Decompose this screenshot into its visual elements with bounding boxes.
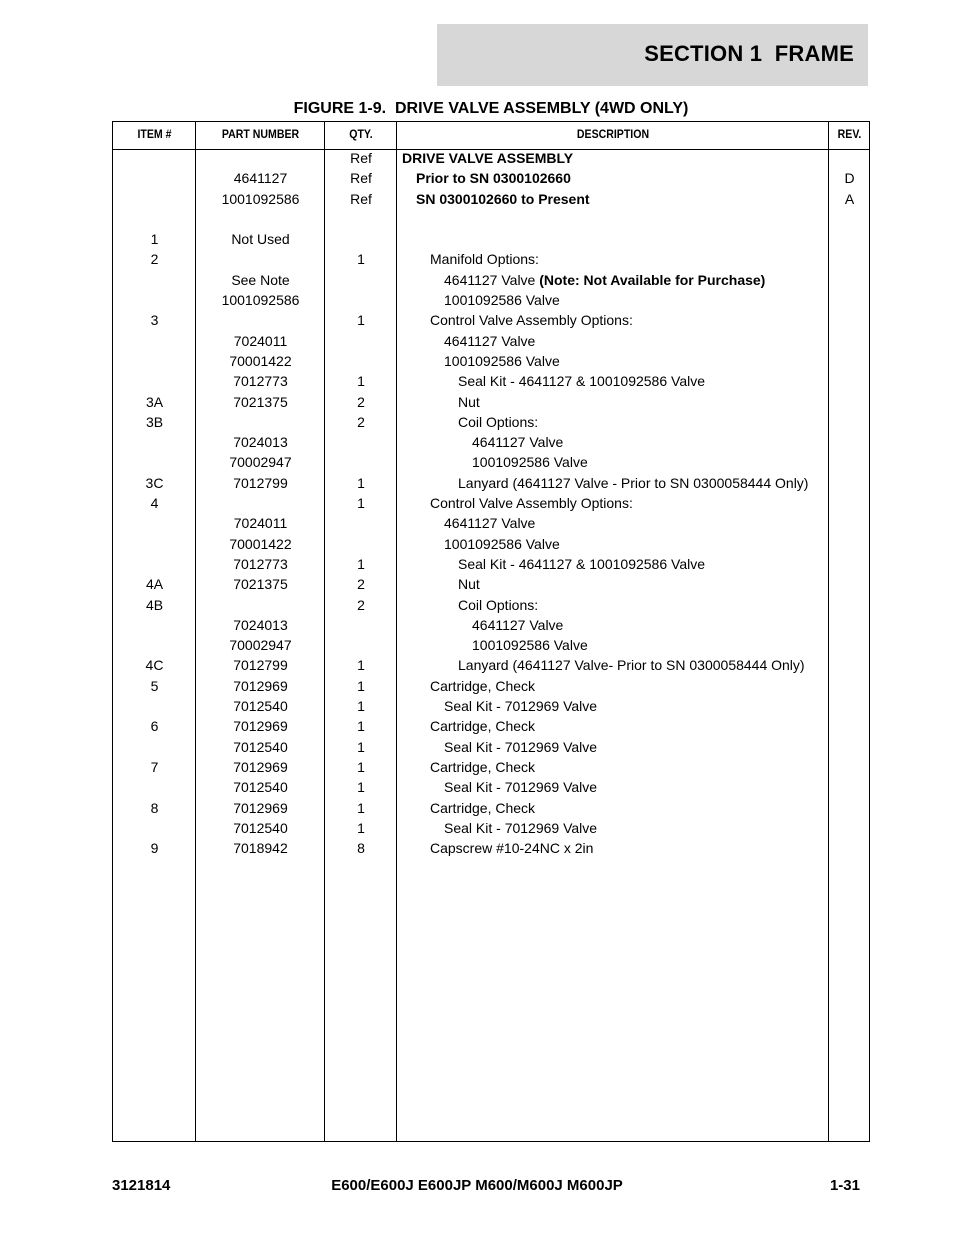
part-number: 7012799 [233, 657, 288, 674]
table-row [113, 452, 869, 472]
quantity: 1 [357, 698, 365, 715]
part-number: 7012540 [233, 698, 288, 715]
quantity: Ref [350, 150, 372, 166]
description [430, 838, 593, 858]
quantity: 2 [357, 596, 365, 613]
table-row [113, 412, 869, 432]
item-number: 1 [150, 231, 159, 248]
description-text: 4641127 Valve [444, 332, 536, 349]
column-header-description: DESCRIPTION [576, 127, 650, 141]
description [444, 351, 560, 371]
part-number: 70001422 [229, 352, 292, 369]
description [430, 310, 633, 330]
quantity: Ref [350, 190, 372, 207]
description [444, 737, 597, 757]
description-text: Capscrew #10-24NC x 2in [430, 840, 594, 857]
table-body [113, 148, 869, 858]
table-row [113, 757, 869, 777]
quantity: 1 [357, 819, 365, 836]
part-number: 7018942 [233, 840, 288, 857]
description [430, 249, 539, 269]
table-row [113, 838, 869, 858]
description [458, 412, 538, 432]
part-number: 7012969 [233, 799, 288, 816]
part-number: Not Used [231, 231, 290, 248]
part-number: 70002947 [229, 454, 292, 471]
description-text: Nut [458, 576, 480, 593]
part-number: 7012540 [233, 738, 288, 755]
quantity: 1 [357, 758, 365, 775]
part-number: 7012799 [233, 474, 288, 491]
part-number: See Note [231, 271, 290, 288]
item-number: 4B [145, 596, 164, 613]
description [402, 148, 573, 168]
description-text: Control Valve Assembly Options: [430, 312, 633, 329]
quantity: Ref [350, 170, 372, 187]
description [444, 696, 597, 716]
table-row [113, 189, 869, 209]
description-text: Cartridge, Check [430, 758, 536, 775]
part-number: 7021375 [233, 576, 288, 593]
description [416, 189, 590, 209]
description [472, 635, 588, 655]
column-header-qty: QTY. [349, 127, 373, 141]
table-row [113, 595, 869, 615]
footer-page-number: 1-31 [829, 1177, 860, 1194]
quantity: 1 [357, 738, 365, 755]
description-text: Lanyard (4641127 Valve- Prior to SN 0300058444 Only) [458, 657, 805, 674]
description [444, 534, 560, 554]
column-header-part-number: PART NUMBER [221, 127, 300, 141]
part-number: 7012969 [233, 718, 288, 735]
quantity: 8 [357, 840, 365, 857]
item-number: 8 [150, 799, 159, 816]
table-row [113, 209, 869, 229]
footer-models: E600/E600J E600JP M600/M600J M600JP [331, 1177, 623, 1194]
description [444, 777, 597, 797]
item-number: 9 [150, 840, 159, 857]
description-text: Seal Kit - 7012969 Valve [444, 698, 598, 715]
description [458, 655, 805, 675]
table-row [113, 331, 869, 351]
description [472, 452, 588, 472]
description-text: Seal Kit - 7012969 Valve [444, 779, 598, 796]
part-number: 70001422 [229, 535, 292, 552]
description [444, 270, 765, 290]
description-text: 1001092586 Valve [444, 535, 560, 552]
description [430, 798, 535, 818]
table-row [113, 777, 869, 797]
table-row [113, 696, 869, 716]
table-row [113, 290, 869, 310]
quantity: 1 [357, 718, 365, 735]
description-text: Control Valve Assembly Options: [430, 495, 633, 512]
description-text: DRIVE VALVE ASSEMBLY [402, 150, 574, 166]
description-text: Prior to SN 0300102660 [416, 170, 571, 187]
column-header-item: ITEM # [137, 127, 172, 141]
description-text: 1001092586 Valve [472, 454, 588, 471]
item-number: 4A [145, 576, 164, 593]
description [430, 757, 535, 777]
part-number: 1001092586 [221, 190, 300, 207]
column-header-rev: REV. [837, 127, 862, 141]
table-row [113, 249, 869, 269]
description [458, 595, 538, 615]
description [458, 574, 480, 594]
description-text: 4641127 Valve [472, 434, 564, 451]
item-number: 3C [145, 474, 164, 491]
table-row [113, 574, 869, 594]
description-text: Cartridge, Check [430, 799, 536, 816]
description-text: Seal Kit - 7012969 Valve [444, 738, 598, 755]
part-number: 70002947 [229, 637, 292, 654]
item-number: 3A [145, 393, 164, 410]
part-number: 7012773 [233, 373, 288, 390]
part-number: 7021375 [233, 393, 288, 410]
table-row [113, 513, 869, 533]
description [444, 331, 535, 351]
section-banner [437, 24, 868, 86]
part-number: 7024013 [233, 616, 288, 633]
part-number: 7012540 [233, 779, 288, 796]
description-text: Lanyard (4641127 Valve - Prior to SN 0300058444 Only) [458, 474, 809, 491]
item-number: 3 [150, 312, 159, 329]
item-number: 6 [150, 718, 159, 735]
description-text: 4641127 Valve [444, 271, 536, 288]
table-row [113, 148, 869, 168]
part-number: 7012773 [233, 555, 288, 572]
description [444, 513, 535, 533]
table-row [113, 310, 869, 330]
description [472, 432, 563, 452]
quantity: 1 [357, 495, 365, 512]
quantity: 1 [357, 779, 365, 796]
description [430, 676, 535, 696]
description [430, 493, 633, 513]
part-number: 7012969 [233, 677, 288, 694]
table-row [113, 432, 869, 452]
item-number: 4C [145, 657, 164, 674]
part-number: 4641127 [233, 170, 288, 187]
table-row [113, 676, 869, 696]
quantity: 1 [357, 555, 365, 572]
description-note: (Note: Not Available for Purchase) [535, 271, 766, 288]
table-row [113, 351, 869, 371]
description-text: 1001092586 Valve [444, 292, 560, 309]
description-text: Manifold Options: [430, 251, 539, 268]
part-number: 7024013 [233, 434, 288, 451]
description-text: 1001092586 Valve [444, 352, 560, 369]
item-number: 2 [150, 251, 159, 268]
table-row [113, 534, 869, 554]
description [444, 290, 560, 310]
description-text: Cartridge, Check [430, 718, 536, 735]
table-row [113, 737, 869, 757]
table-row [113, 371, 869, 391]
quantity: 2 [357, 576, 365, 593]
description [458, 371, 705, 391]
description-text: Nut [458, 393, 480, 410]
description-text: Coil Options: [458, 413, 539, 430]
table-row [113, 615, 869, 635]
revision: A [844, 190, 855, 207]
parts-table [112, 121, 870, 1142]
quantity: 1 [357, 657, 365, 674]
part-number: 1001092586 [221, 292, 300, 309]
table-row [113, 168, 869, 188]
table-row [113, 493, 869, 513]
part-number: 7012540 [233, 819, 288, 836]
table-row [113, 392, 869, 412]
table-row [113, 798, 869, 818]
quantity: 1 [357, 677, 365, 694]
table-row [113, 270, 869, 290]
table-row [113, 655, 869, 675]
section-title: SECTION 1 FRAME [644, 41, 854, 66]
table-row [113, 818, 869, 838]
description [430, 716, 535, 736]
item-number: 4 [150, 495, 159, 512]
quantity: 2 [357, 413, 365, 430]
quantity: 1 [357, 373, 365, 390]
table-row [113, 635, 869, 655]
description-text: 1001092586 Valve [472, 637, 588, 654]
description-text: Coil Options: [458, 596, 539, 613]
quantity: 1 [357, 312, 365, 329]
description [416, 168, 571, 188]
description [444, 818, 597, 838]
quantity: 1 [357, 251, 365, 268]
part-number: 7012969 [233, 758, 288, 775]
description [458, 392, 480, 412]
figure-title: FIGURE 1-9. DRIVE VALVE ASSEMBLY (4WD ONLY) [293, 100, 689, 117]
table-row [113, 554, 869, 574]
item-number: 5 [150, 677, 159, 694]
description-text: 4641127 Valve [444, 515, 536, 532]
description [458, 473, 808, 493]
table-row [113, 473, 869, 493]
quantity: 1 [357, 474, 365, 491]
description-text: 4641127 Valve [472, 616, 564, 633]
footer-doc-number: 3121814 [112, 1177, 171, 1194]
description [458, 554, 705, 574]
item-number: 3B [145, 413, 164, 430]
revision: D [844, 170, 855, 187]
description-text: SN 0300102660 to Present [416, 190, 590, 207]
description [472, 615, 563, 635]
description-text: Seal Kit - 4641127 & 1001092586 Valve [458, 555, 706, 572]
quantity: 1 [357, 799, 365, 816]
description-text: Cartridge, Check [430, 677, 536, 694]
table-row [113, 229, 869, 249]
description-text: Seal Kit - 4641127 & 1001092586 Valve [458, 373, 706, 390]
part-number: 7024011 [233, 332, 288, 349]
description-text: Seal Kit - 7012969 Valve [444, 819, 598, 836]
table-row [113, 716, 869, 736]
item-number: 7 [150, 758, 159, 775]
quantity: 2 [357, 393, 365, 410]
part-number: 7024011 [233, 515, 288, 532]
